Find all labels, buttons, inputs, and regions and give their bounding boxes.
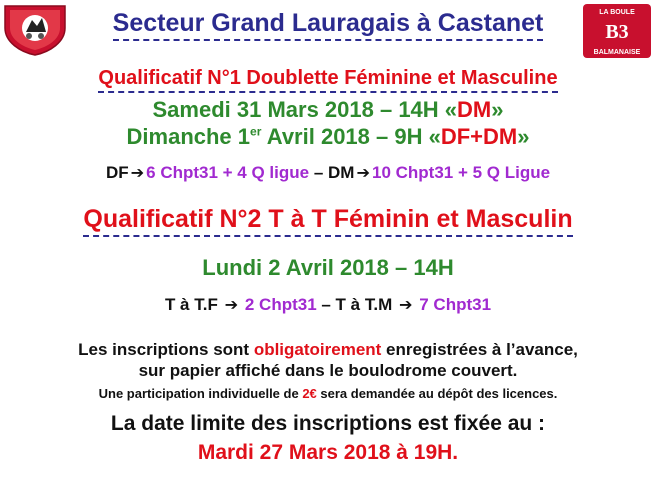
qualificatif-1-heading: Qualificatif N°1 Doublette Féminine et Masculine (0, 67, 656, 93)
svg-text:LA BOULE: LA BOULE (599, 9, 635, 16)
notice-line-1: Les inscriptions sont obligatoirement enregistrées à l’avance, (78, 340, 578, 359)
svg-text:B3: B3 (605, 21, 629, 43)
right-arrow-icon: ➔ (130, 164, 145, 182)
right-arrow-icon: ➔ (224, 296, 239, 314)
deadline-line-2: Mardi 27 Mars 2018 à 19H. (197, 441, 459, 464)
qualificatif-1-quota: DF ➔ 6 Chpt31 + 4 Q ligue – DM ➔ 10 Chpt31 + 5 Q Ligue (105, 163, 551, 182)
svg-text:BALMANAISE: BALMANAISE (593, 49, 641, 56)
right-arrow-icon: ➔ (356, 164, 370, 182)
qualificatif-2-heading: Qualificatif N°2 T à T Féminin et Masculin (0, 205, 656, 237)
qualificatif-1-day1: Samedi 31 Mars 2018 – 14H «DM» (152, 97, 504, 122)
qualificatif-2-quota: T à T.F ➔ 2 Chpt31 – T à T.M ➔ 7 Chpt31 (164, 295, 492, 314)
notice-line-3: Une participation individuelle de 2€ sera demandée au dépôt des licences. (98, 386, 558, 401)
page-title: Secteur Grand Lauragais à Castanet (0, 9, 656, 41)
qualificatif-2-date: Lundi 2 Avril 2018 – 14H (202, 255, 454, 280)
qualificatif-1-day2: Dimanche 1er Avril 2018 – 9H «DF+DM» (126, 124, 530, 149)
right-arrow-icon: ➔ (398, 296, 413, 314)
notice-line-2: sur papier affiché dans le boulodrome couvert. (138, 361, 518, 380)
deadline-line-1: La date limite des inscriptions est fixée au : (110, 412, 546, 435)
